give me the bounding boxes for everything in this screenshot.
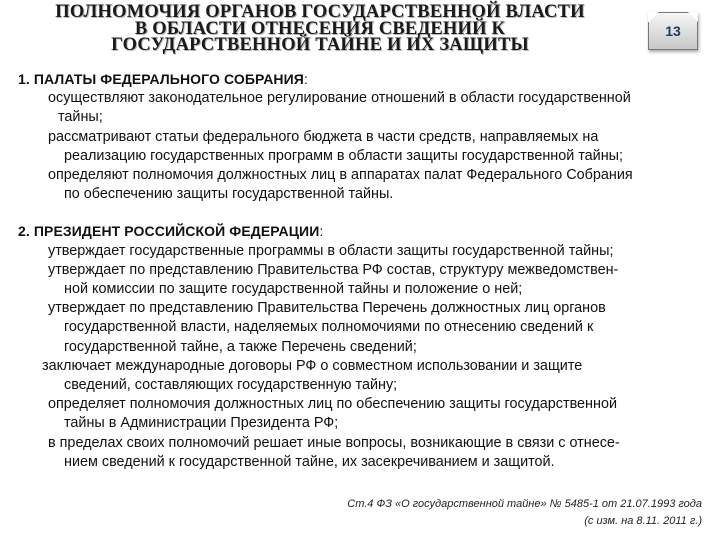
section-2-line: заключает международные договоры РФ о совместном использовании и защите: [42, 357, 583, 374]
section-2-line: ной комиссии по защите государственной тайны и положение о ней;: [64, 281, 523, 298]
section-2-line: государственной власти, наделяемых полномочиями по отнесению сведений к: [64, 319, 594, 336]
section-2-line: определяет полномочия должностных лиц по обеспечению защиты государственной: [48, 396, 617, 413]
section-1-heading-text: 1. ПАЛАТЫ ФЕДЕРАЛЬНОГО СОБРАНИЯ: [18, 71, 304, 87]
section-2-line: утверждает государственные программы в области защиты государственной тайны;: [48, 242, 614, 259]
title-line-1: ПОЛНОМОЧИЯ ОРГАНОВ ГОСУДАРСТВЕННОЙ ВЛАСТИ: [55, 2, 585, 22]
section-1-line: осуществляют законодательное регулирование отношений в области государственной: [48, 90, 631, 107]
section-2-heading-text: 2. ПРЕЗИДЕНТ РОССИЙСКОЙ ФЕДЕРАЦИИ: [18, 223, 320, 240]
slide-body: [18, 70, 710, 472]
section-1-line: тайны;: [58, 109, 103, 126]
section-1-line: реализацию государственных программ в области защиты государственной тайны;: [64, 147, 624, 164]
citation-line-2: (с изм. на 8.11. 2011 г.): [584, 514, 702, 527]
section-1-line: определяют полномочия должностных лиц в аппаратах палат Федерального Собрания: [48, 167, 633, 184]
section-2-line: утверждает по представлению Правительства РФ состав, структуру межведомствен-: [48, 261, 619, 278]
section-1-line: рассматривают статьи федерального бюджета в части средств, направляемых на: [48, 128, 599, 145]
page-number: 13: [665, 23, 681, 39]
section-2-line: сведений, составляющих государственную тайну;: [64, 377, 398, 394]
section-1-line: по обеспечению защиты государственной тайны.: [64, 186, 394, 203]
section-2-line: тайны в Администрации Президента РФ;: [64, 415, 339, 432]
section-2-line: в пределах своих полномочий решает иные вопросы, возникающие в связи с отнесе-: [48, 434, 620, 451]
section-2-line: государственной тайне, а также Перечень сведений;: [64, 338, 417, 355]
title-line-2: В ОБЛАСТИ ОТНЕСЕНИЯ СВЕДЕНИЙ К: [134, 18, 506, 39]
section-2-line: нием сведений к государственной тайне, их засекречиванием и защитой.: [64, 453, 555, 470]
title-line-3: ГОСУДАРСТВЕННОЙ ТАЙНЕ И ИХ ЗАЩИТЫ: [111, 35, 529, 55]
page-number-badge: [648, 12, 698, 50]
section-2-heading-colon: :: [319, 223, 324, 240]
section-gap: [18, 204, 710, 222]
section-2-line: утверждает по представлению Правительства Перечень должностных лиц органов: [48, 300, 606, 317]
section-2-heading: [18, 222, 710, 241]
law-citation: [250, 496, 702, 529]
slide-title: [0, 4, 640, 54]
citation-line-1: Ст.4 ФЗ «О государственной тайне» № 5485-1 от 21.07.1993 года: [347, 498, 702, 510]
section-1-heading-colon: :: [303, 71, 308, 87]
section-1-heading: [18, 70, 710, 89]
